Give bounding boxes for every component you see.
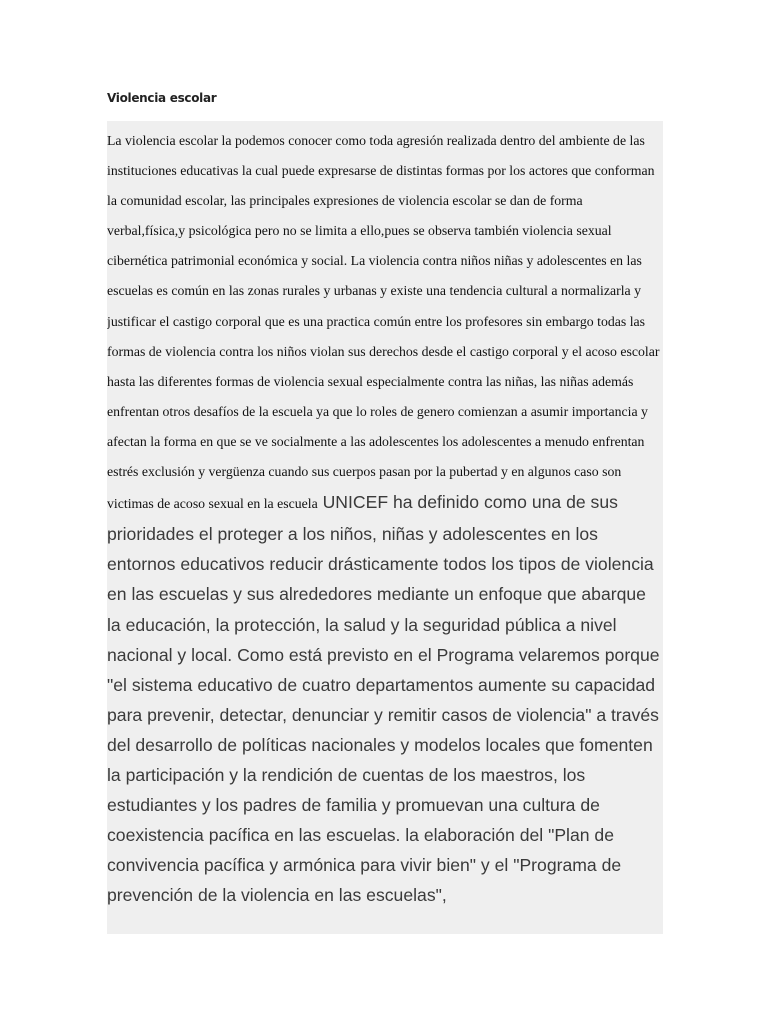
document-body [107,121,663,934]
body-paragraph [107,126,663,910]
paragraph-sans-text: UNICEF ha definido como una de sus prioridades el proteger a los niños, niñas y adolescentes en los entornos educativos reducir drásticamente todos los tipos de violencia en las escuelas y sus alrededores mediante un enfoque que abarque la educación, la protección, la salud y la seguridad pública a nivel nacional y local. Como está previsto en el Programa velaremos porque "el sistema educativo de cuatro departamentos aumente su capacidad para prevenir, detectar, denunciar y remitir casos de violencia" a través del desarrollo de políticas nacionales y modelos locales que fomenten la participación y la rendición de cuentas de los maestros, los estudiantes y los padres de familia y promuevan una cultura de coexistencia pacífica en las escuelas. la elaboración del "Plan de convivencia pacífica y armónica para vivir bien" y el "Programa de prevención de la violencia en las escuelas", [107,492,660,906]
document-title: Violencia escolar [107,91,217,105]
paragraph-serif-text: La violencia escolar la podemos conocer como toda agresión realizada dentro del ambiente de las instituciones educativas la cual puede expresarse de distintas formas por los actores que conforman la comunidad escolar, las principales expresiones de violencia escolar se dan de forma verbal,física,y psicológica pero no se limita a ello,pues se observa también violencia sexual cibernética patrimonial económica y social. La violencia contra niños niñas y adolescentes en las escuelas es común en las zonas rurales y urbanas y existe una tendencia cultural a normalizarla y justificar el castigo corporal que es una practica común entre los profesores sin embargo todas las formas de violencia contra los niños violan sus derechos desde el castigo corporal y el acoso escolar hasta las diferentes formas de violencia sexual especialmente contra las niñas, las niñas además enfrentan otros desafíos de la escuela ya que lo roles de genero comienzan a asumir importancia y afectan la forma en que se ve socialmente a las adolescentes los adolescentes a menudo enfrentan estrés exclusión y vergüenza cuando sus cuerpos pasan por la pubertad y en algunos caso son victimas de acoso sexual en la escuela [107,133,660,512]
